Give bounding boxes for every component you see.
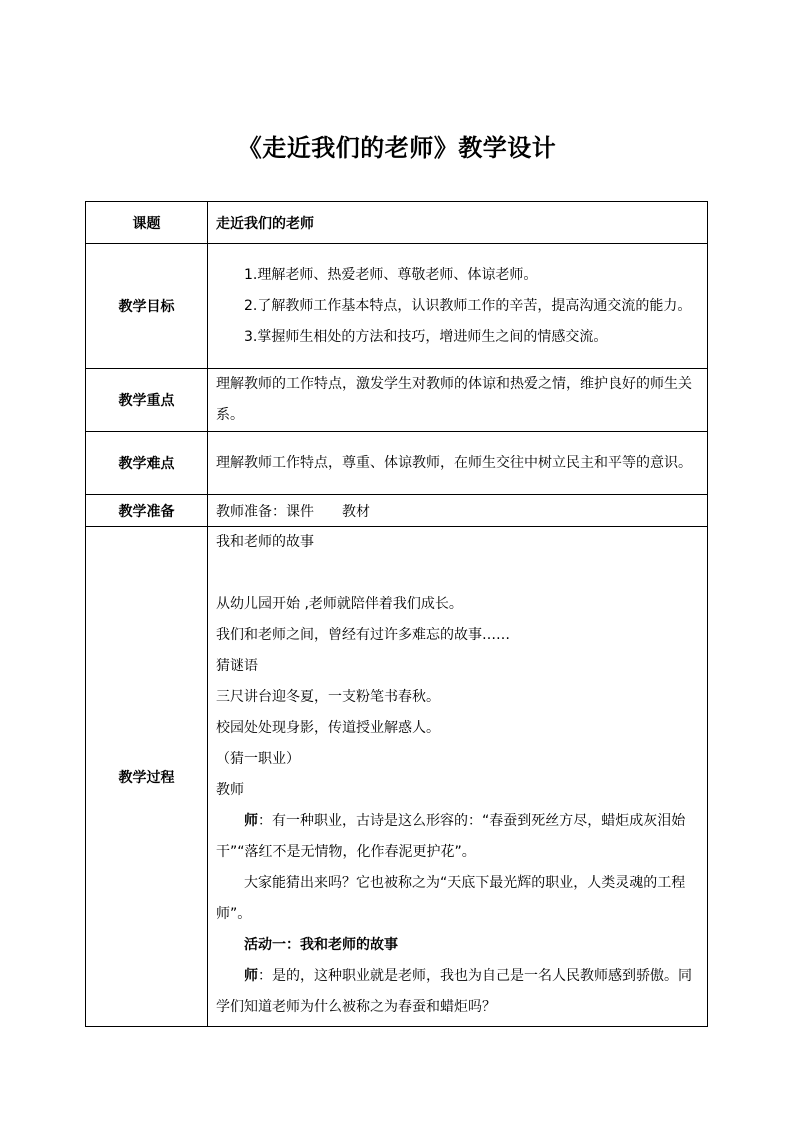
row-topic <box>86 202 708 244</box>
row-process <box>86 527 708 1027</box>
row-preparation <box>86 495 708 527</box>
paragraph-2: 大家能猜出来吗？它也被称之为“天底下最光辉的职业，人类灵魂的工程师”。 <box>216 875 686 922</box>
value-process <box>208 527 708 1027</box>
label-goals: 教学目标 <box>86 244 208 369</box>
label-preparation: 教学准备 <box>86 495 208 527</box>
activity-title: 活动一：我和老师的故事 <box>244 937 398 953</box>
speaker-label: 师 <box>244 968 258 984</box>
row-goals <box>86 244 708 369</box>
label-difficulties: 教学难点 <box>86 432 208 495</box>
process-line: 我和老师的故事 <box>216 534 314 550</box>
value-preparation: 教师准备：课件 教材 <box>208 495 708 527</box>
process-line: 三尺讲台迎冬夏，一支粉笔书春秋。 <box>216 689 440 705</box>
label-topic: 课题 <box>86 202 208 244</box>
process-line: 校园处处现身影，传道授业解惑人。 <box>216 720 440 736</box>
key-points-text: 理解教师的工作特点，激发学生对教师的体谅和热爱之情，维护良好的师生关系。 <box>216 376 692 423</box>
goal-item-3: 3.掌握师生相处的方法和技巧，增进师生之间的情感交流。 <box>244 328 608 345</box>
teacher-paragraph-1 <box>216 806 702 868</box>
goal-item-1: 1.理解老师、热爱老师、尊敬老师、体谅老师。 <box>244 266 538 283</box>
value-key-points <box>208 369 708 432</box>
document-title: 《走近我们的老师》教学设计 <box>237 134 557 162</box>
label-process: 教学过程 <box>86 527 208 1027</box>
paragraph-text: ：是的，这种职业就是老师，我也为自己是一名人民教师感到骄傲。同学们知道老师为什么被称之为春蚕和蜡炬吗？ <box>216 968 692 1015</box>
paragraph-text: ：有一种职业，古诗是这么形容的：“春蚕到死丝方尽，蜡炬成灰泪始干”“落红不是无情物，化作春泥更护花”。 <box>216 813 686 860</box>
value-goals <box>208 244 708 369</box>
process-line: 教师 <box>216 782 244 798</box>
value-difficulties <box>208 432 708 495</box>
goal-item-2: 2.了解教师工作基本特点，认识教师工作的辛苦，提高沟通交流的能力。 <box>244 297 692 314</box>
difficulties-text: 理解教师工作特点，尊重、体谅教师，在师生交往中树立民主和平等的意识。 <box>216 454 692 471</box>
value-topic: 走近我们的老师 <box>208 202 708 244</box>
row-difficulties <box>86 432 708 495</box>
blank-line <box>216 558 702 589</box>
process-line: 从幼儿园开始 ,老师就陪伴着我们成长。 <box>216 596 463 612</box>
process-line: 我们和老师之间，曾经有过许多难忘的故事…… <box>216 627 510 643</box>
label-key-points: 教学重点 <box>86 369 208 432</box>
teacher-paragraph-3 <box>216 961 702 1023</box>
lesson-plan-table <box>85 201 708 1027</box>
process-line: （猜一职业） <box>216 751 300 767</box>
process-line: 猜谜语 <box>216 658 258 674</box>
speaker-label: 师 <box>244 813 258 829</box>
row-key-points <box>86 369 708 432</box>
